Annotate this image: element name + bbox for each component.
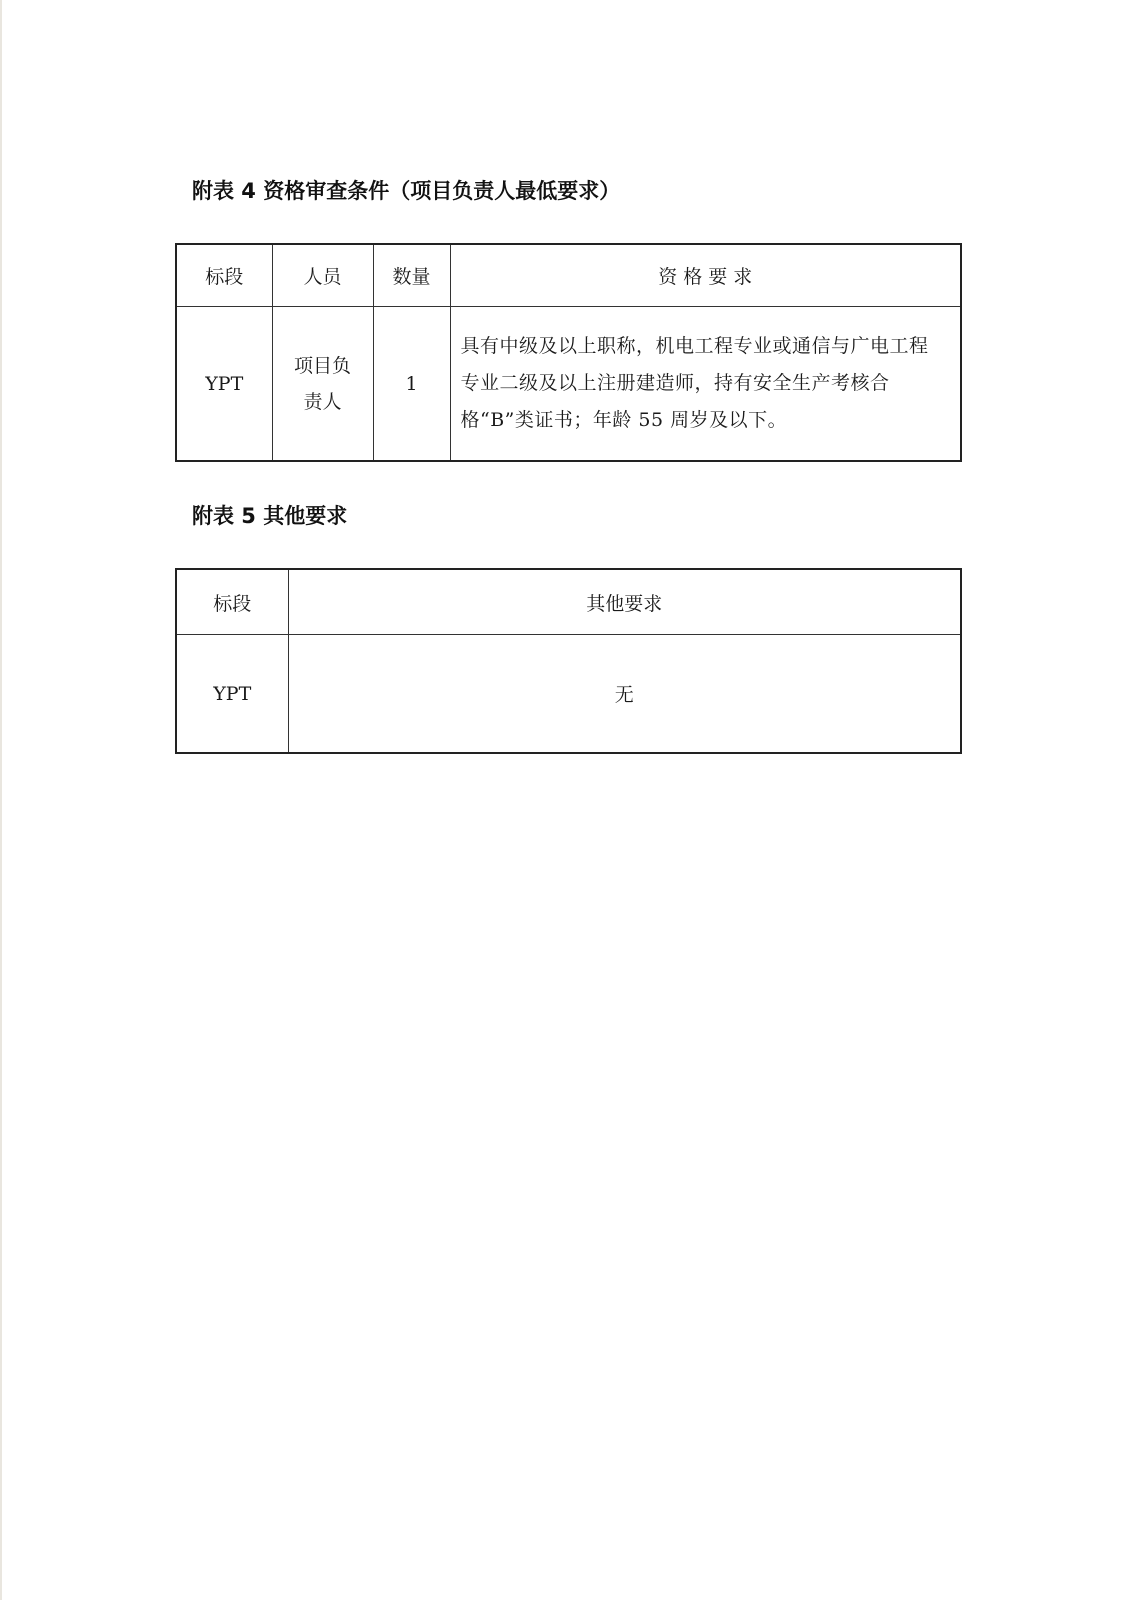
cell-quantity: 1 — [373, 307, 450, 462]
cell-personnel-wrapper — [272, 307, 373, 462]
cell-section: YPT — [176, 307, 272, 462]
header-section: 标段 — [176, 244, 272, 307]
table-header-row — [176, 569, 961, 635]
header-section: 标段 — [176, 569, 288, 635]
table-row — [176, 635, 961, 754]
qualification-table — [175, 243, 962, 462]
header-quantity: 数量 — [373, 244, 450, 307]
table5-title: 附表 5 其他要求 — [192, 504, 348, 528]
cell-personnel: 项目负责人 — [293, 354, 351, 413]
header-other: 其他要求 — [288, 569, 961, 635]
table-row — [176, 307, 961, 462]
cell-other: 无 — [288, 635, 961, 754]
table-header-row — [176, 244, 961, 307]
other-requirements-table — [175, 568, 962, 754]
header-requirements: 资 格 要 求 — [450, 244, 961, 307]
cell-section: YPT — [176, 635, 288, 754]
cell-requirements: 具有中级及以上职称，机电工程专业或通信与广电工程专业二级及以上注册建造师，持有安全生产考核合格“B”类证书；年龄 55 周岁及以下。 — [450, 307, 961, 462]
header-personnel: 人员 — [272, 244, 373, 307]
table4-title: 附表 4 资格审查条件（项目负责人最低要求） — [192, 179, 621, 203]
page-edge-shadow — [0, 0, 2, 1600]
